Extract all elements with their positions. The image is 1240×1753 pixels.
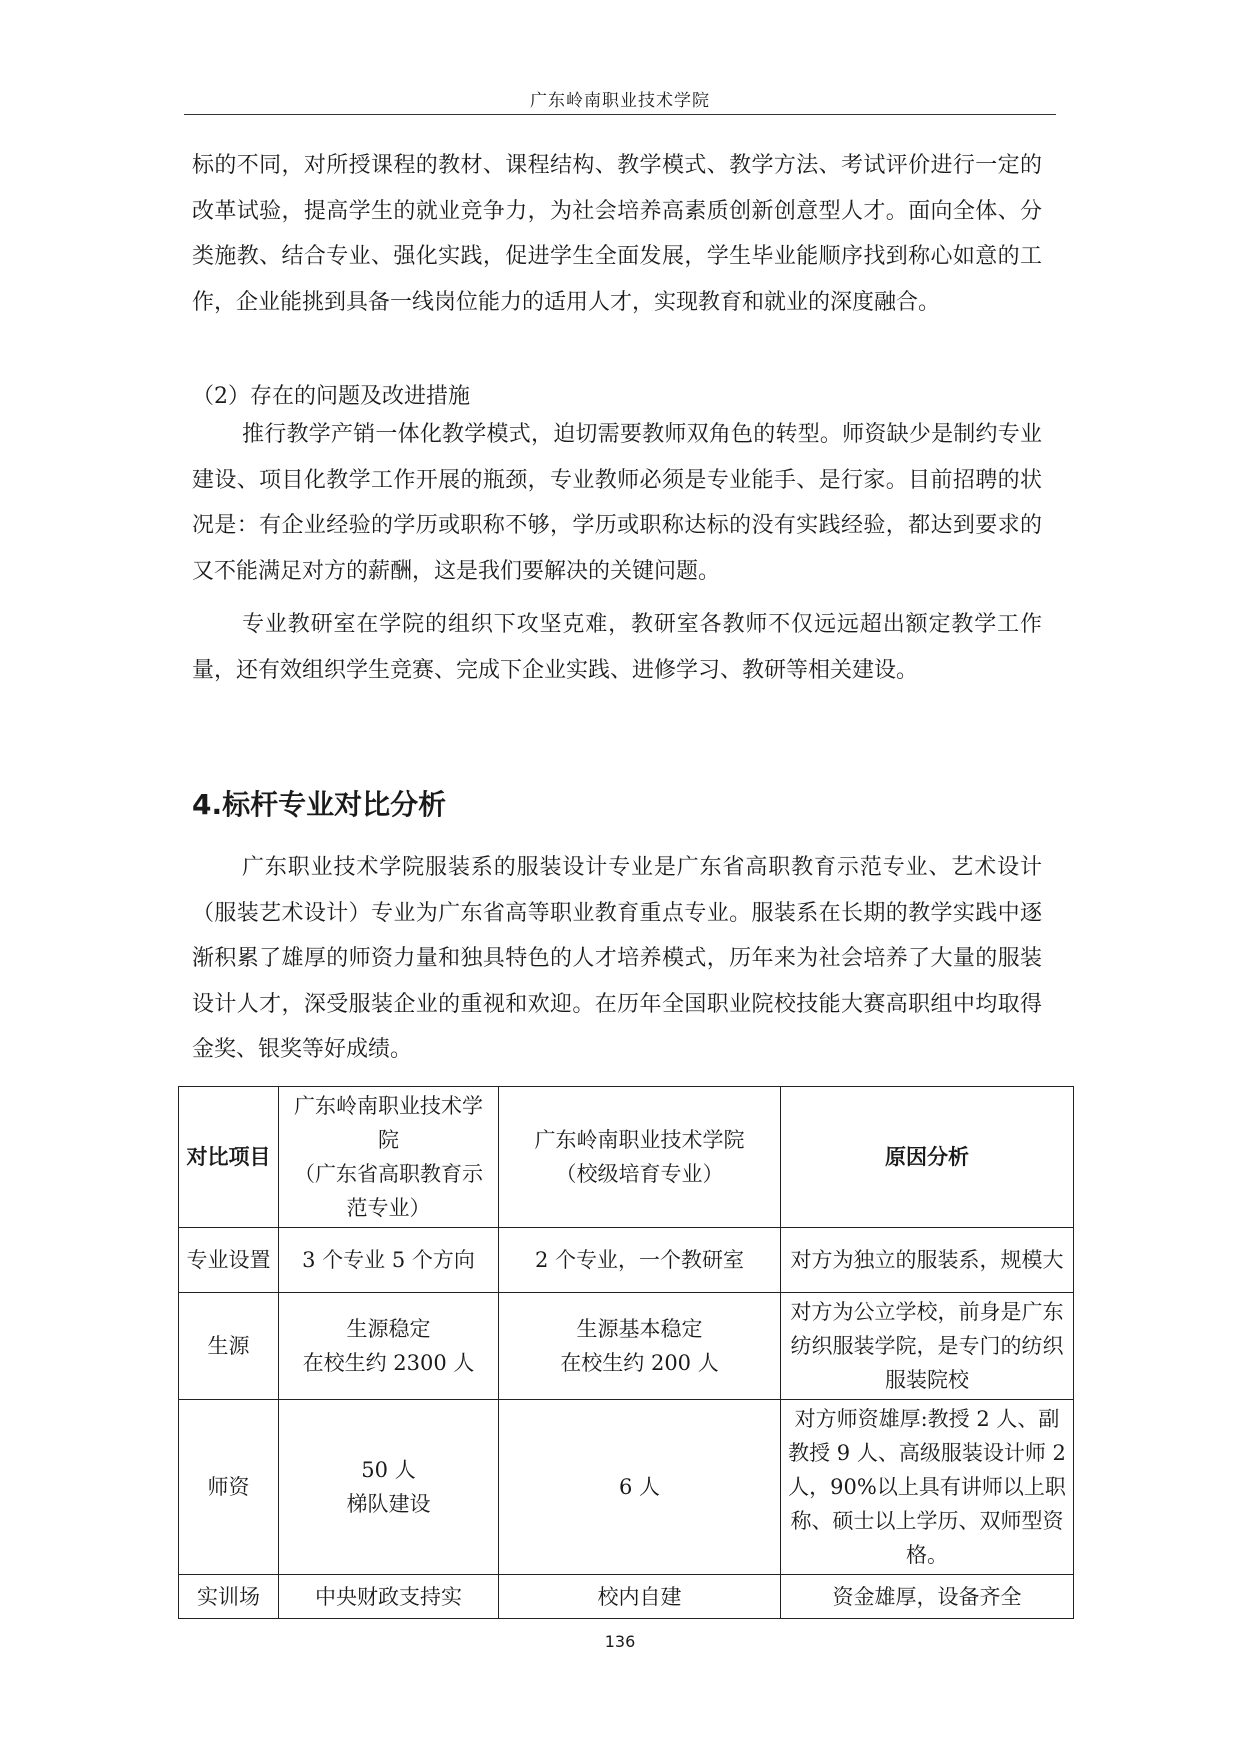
table-header-row [179, 1087, 1074, 1228]
header-lingnan-school-title: 广东岭南职业技术学院 [534, 1128, 745, 1152]
table-row [179, 1575, 1074, 1619]
cell-item: 生源 [179, 1293, 279, 1400]
cell-b-line1: 校内自建 [597, 1584, 682, 1609]
page-number: 136 [604, 1632, 636, 1651]
paragraph-1-block [192, 143, 1042, 325]
cell-a-line1: 50 人 [361, 1458, 416, 1482]
cell-b-line1: 生源基本稳定 [576, 1317, 703, 1341]
cell-b [499, 1575, 781, 1619]
header-lingnan-model [279, 1087, 499, 1228]
cell-a-line1: 3 个专业 5 个方向 [302, 1248, 475, 1272]
cell-a [279, 1575, 499, 1619]
subheading: （2）存在的问题及改进措施 [192, 384, 470, 409]
cell-a-line2: 梯队建设 [346, 1492, 431, 1516]
cell-b [499, 1293, 781, 1400]
header-lingnan-school [499, 1087, 781, 1228]
header-compare-item: 对比项目 [179, 1087, 279, 1228]
header-lingnan-model-title: 广东岭南职业技术学院 [294, 1094, 483, 1152]
paragraph-2-block [192, 412, 1042, 694]
cell-item: 专业设置 [179, 1228, 279, 1293]
cell-a-line2: 在校生约 2300 人 [302, 1351, 475, 1375]
header-reason: 原因分析 [781, 1087, 1074, 1228]
cell-item: 师资 [179, 1400, 279, 1575]
cell-a [279, 1293, 499, 1400]
cell-a-line1: 中央财政支持实 [315, 1584, 462, 1609]
table-row [179, 1400, 1074, 1575]
page-header: 广东岭南职业技术学院 [530, 91, 710, 111]
header-rule [184, 114, 1056, 115]
cell-reason: 对方为公立学校，前身是广东纺织服装学院，是专门的纺织服装院校 [781, 1293, 1074, 1400]
cell-b-line2: 在校生约 200 人 [560, 1351, 719, 1375]
paragraph-4-block [192, 845, 1042, 1073]
table-row [179, 1293, 1074, 1400]
paragraph-3: 专业教研室在学院的组织下攻坚克难，教研室各教师不仅远远超出额定教学工作量，还有效组织学生竞赛、完成下企业实践、进修学习、教研等相关建设。 [192, 612, 1042, 683]
comparison-table [178, 1086, 1074, 1619]
header-lingnan-school-sub: （校级培育专业） [555, 1162, 724, 1186]
cell-reason: 资金雄厚，设备齐全 [781, 1575, 1074, 1619]
cell-item: 实训场 [179, 1575, 279, 1619]
cell-b [499, 1228, 781, 1293]
cell-a [279, 1400, 499, 1575]
header-lingnan-model-sub: （广东省高职教育示范专业） [294, 1162, 483, 1220]
cell-b [499, 1400, 781, 1575]
paragraph-2: 推行教学产销一体化教学模式，迫切需要教师双角色的转型。师资缺少是制约专业建设、项目化教学工作开展的瓶颈，专业教师必须是专业能手、是行家。目前招聘的状况是：有企业经验的学历或职称不够，学历或职称达标的没有实践经验，都达到要求的又不能满足对方的薪酬，这是我们要解决的关键问题。 [192, 422, 1042, 584]
paragraph-4: 广东职业技术学院服装系的服装设计专业是广东省高职教育示范专业、艺术设计（服装艺术设计）专业为广东省高等职业教育重点专业。服装系在长期的教学实践中逐渐积累了雄厚的师资力量和独具特色的人才培养模式，历年来为社会培养了大量的服装设计人才，深受服装企业的重视和欢迎。在历年全国职业院校技能大赛高职组中均取得金奖、银奖等好成绩。 [192, 855, 1042, 1063]
cell-a [279, 1228, 499, 1293]
cell-reason: 对方师资雄厚:教授 2 人、副教授 9 人、高级服装设计师 2 人，90%以上具有讲师以上职称、硕士以上学历、双师型资格。 [781, 1400, 1074, 1575]
cell-b-line1: 6 人 [618, 1475, 661, 1499]
paragraph-1: 标的不同，对所授课程的教材、课程结构、教学模式、教学方法、考试评价进行一定的改革试验，提高学生的就业竞争力，为社会培养高素质创新创意型人才。面向全体、分类施教、结合专业、强化实践，促进学生全面发展，学生毕业能顺序找到称心如意的工作，企业能挑到具备一线岗位能力的适用人才，实现教育和就业的深度融合。 [192, 153, 1042, 315]
table-row [179, 1228, 1074, 1293]
section-heading: 4.标杆专业对比分析 [192, 788, 447, 821]
cell-a-line1: 生源稳定 [346, 1317, 431, 1341]
cell-b-line1: 2 个专业，一个教研室 [534, 1248, 745, 1272]
cell-reason: 对方为独立的服装系，规模大 [781, 1228, 1074, 1293]
